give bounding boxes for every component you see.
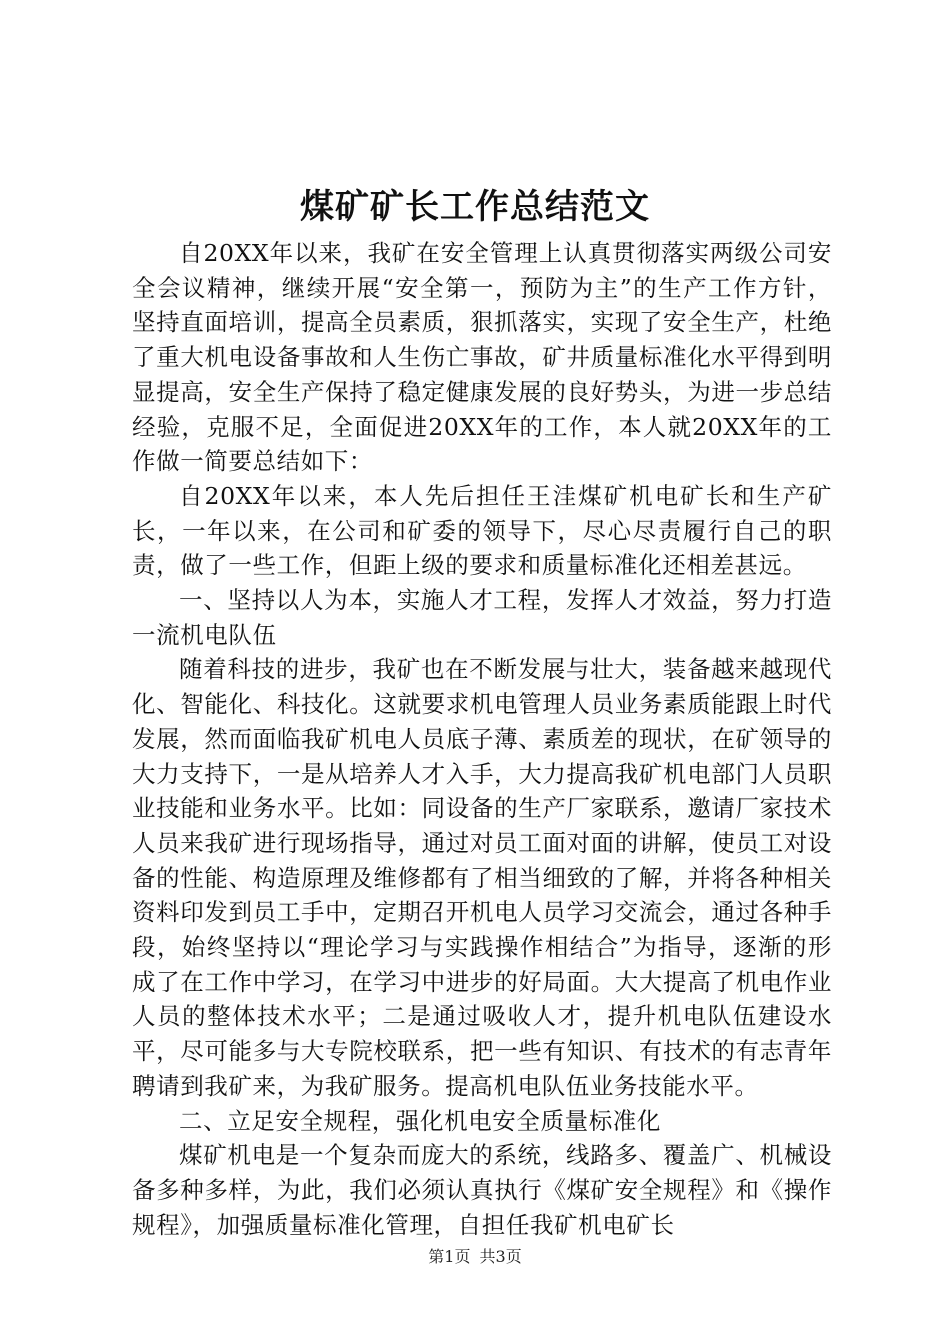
section-heading-1: 一、坚持以人为本，实施人才工程，发挥人才效益，努力打造一流机电队伍 <box>132 586 832 649</box>
section-heading-2: 二、立足安全规程，强化机电安全质量标准化 <box>179 1106 661 1135</box>
page-number: 第1页 <box>428 1247 471 1266</box>
paragraph-safety: 煤矿机电是一个复杂而庞大的系统，线路多、覆盖广、机械设备多种多样，为此，我们必须认真执行《煤矿安全规程》和《操作规程》，加强质量标准化管理，自担任我矿机电矿长 <box>132 1141 832 1239</box>
paragraph-talent: 随着科技的进步，我矿也在不断发展与壮大，装备越来越现代化、智能化、科技化。这就要求机电管理人员业务素质能跟上时代发展，然而面临我矿机电人员底子薄、素质差的现状，在矿领导的大力支持下，一是从培养人才入手，大力提高我矿机电部门人员职业技能和业务水平。比如：同设备的生产厂家联系，邀请厂家技术人员来我矿进行现场指导，通过对员工面对面的讲解，使员工对设备的性能、构造原理及维修都有了相当细致的了解，并将各种相关资料印发到员工手中，定期召开机电人员学习交流会，通过各种手段，始终坚持以“理论学习与实践操作相结合”为指导，逐渐的形成了在工作中学习，在学习中进步的好局面。大大提高了机电作业人员的整体技术水平；二是通过吸收人才，提升机电队伍建设水平，尽可能多与大专院校联系，把一些有知识、有技术的有志青年聘请到我矿来，为我矿服务。提高机电队伍业务技能水平。 <box>132 655 832 1100</box>
paragraph-role: 自20XX年以来，本人先后担任王洼煤矿机电矿长和生产矿长，一年以来，在公司和矿委的领导下，尽心尽责履行自己的职责，做了一些工作，但距上级的要求和质量标准化还相差甚远。 <box>132 481 832 580</box>
paragraph-intro: 自20XX年以来，我矿在安全管理上认真贯彻落实两级公司安全会议精神，继续开展“安全第一，预防为主”的生产工作方针，坚持直面培训，提高全员素质，狠抓落实，实现了安全生产，杜绝了重大机电设备事故和人生伤亡事故，矿井质量标准化水平得到明显提高，安全生产保持了稳定健康发展的良好势头，为进一步总结经验，克服不足，全面促进20XX年的工作，本人就20XX年的工作做一简要总结如下： <box>132 239 832 476</box>
page-total: 共3页 <box>479 1247 522 1266</box>
document-title: 煤矿矿长工作总结范文 <box>300 187 650 227</box>
page-footer <box>0 1246 950 1268</box>
document-body <box>132 236 832 1242</box>
